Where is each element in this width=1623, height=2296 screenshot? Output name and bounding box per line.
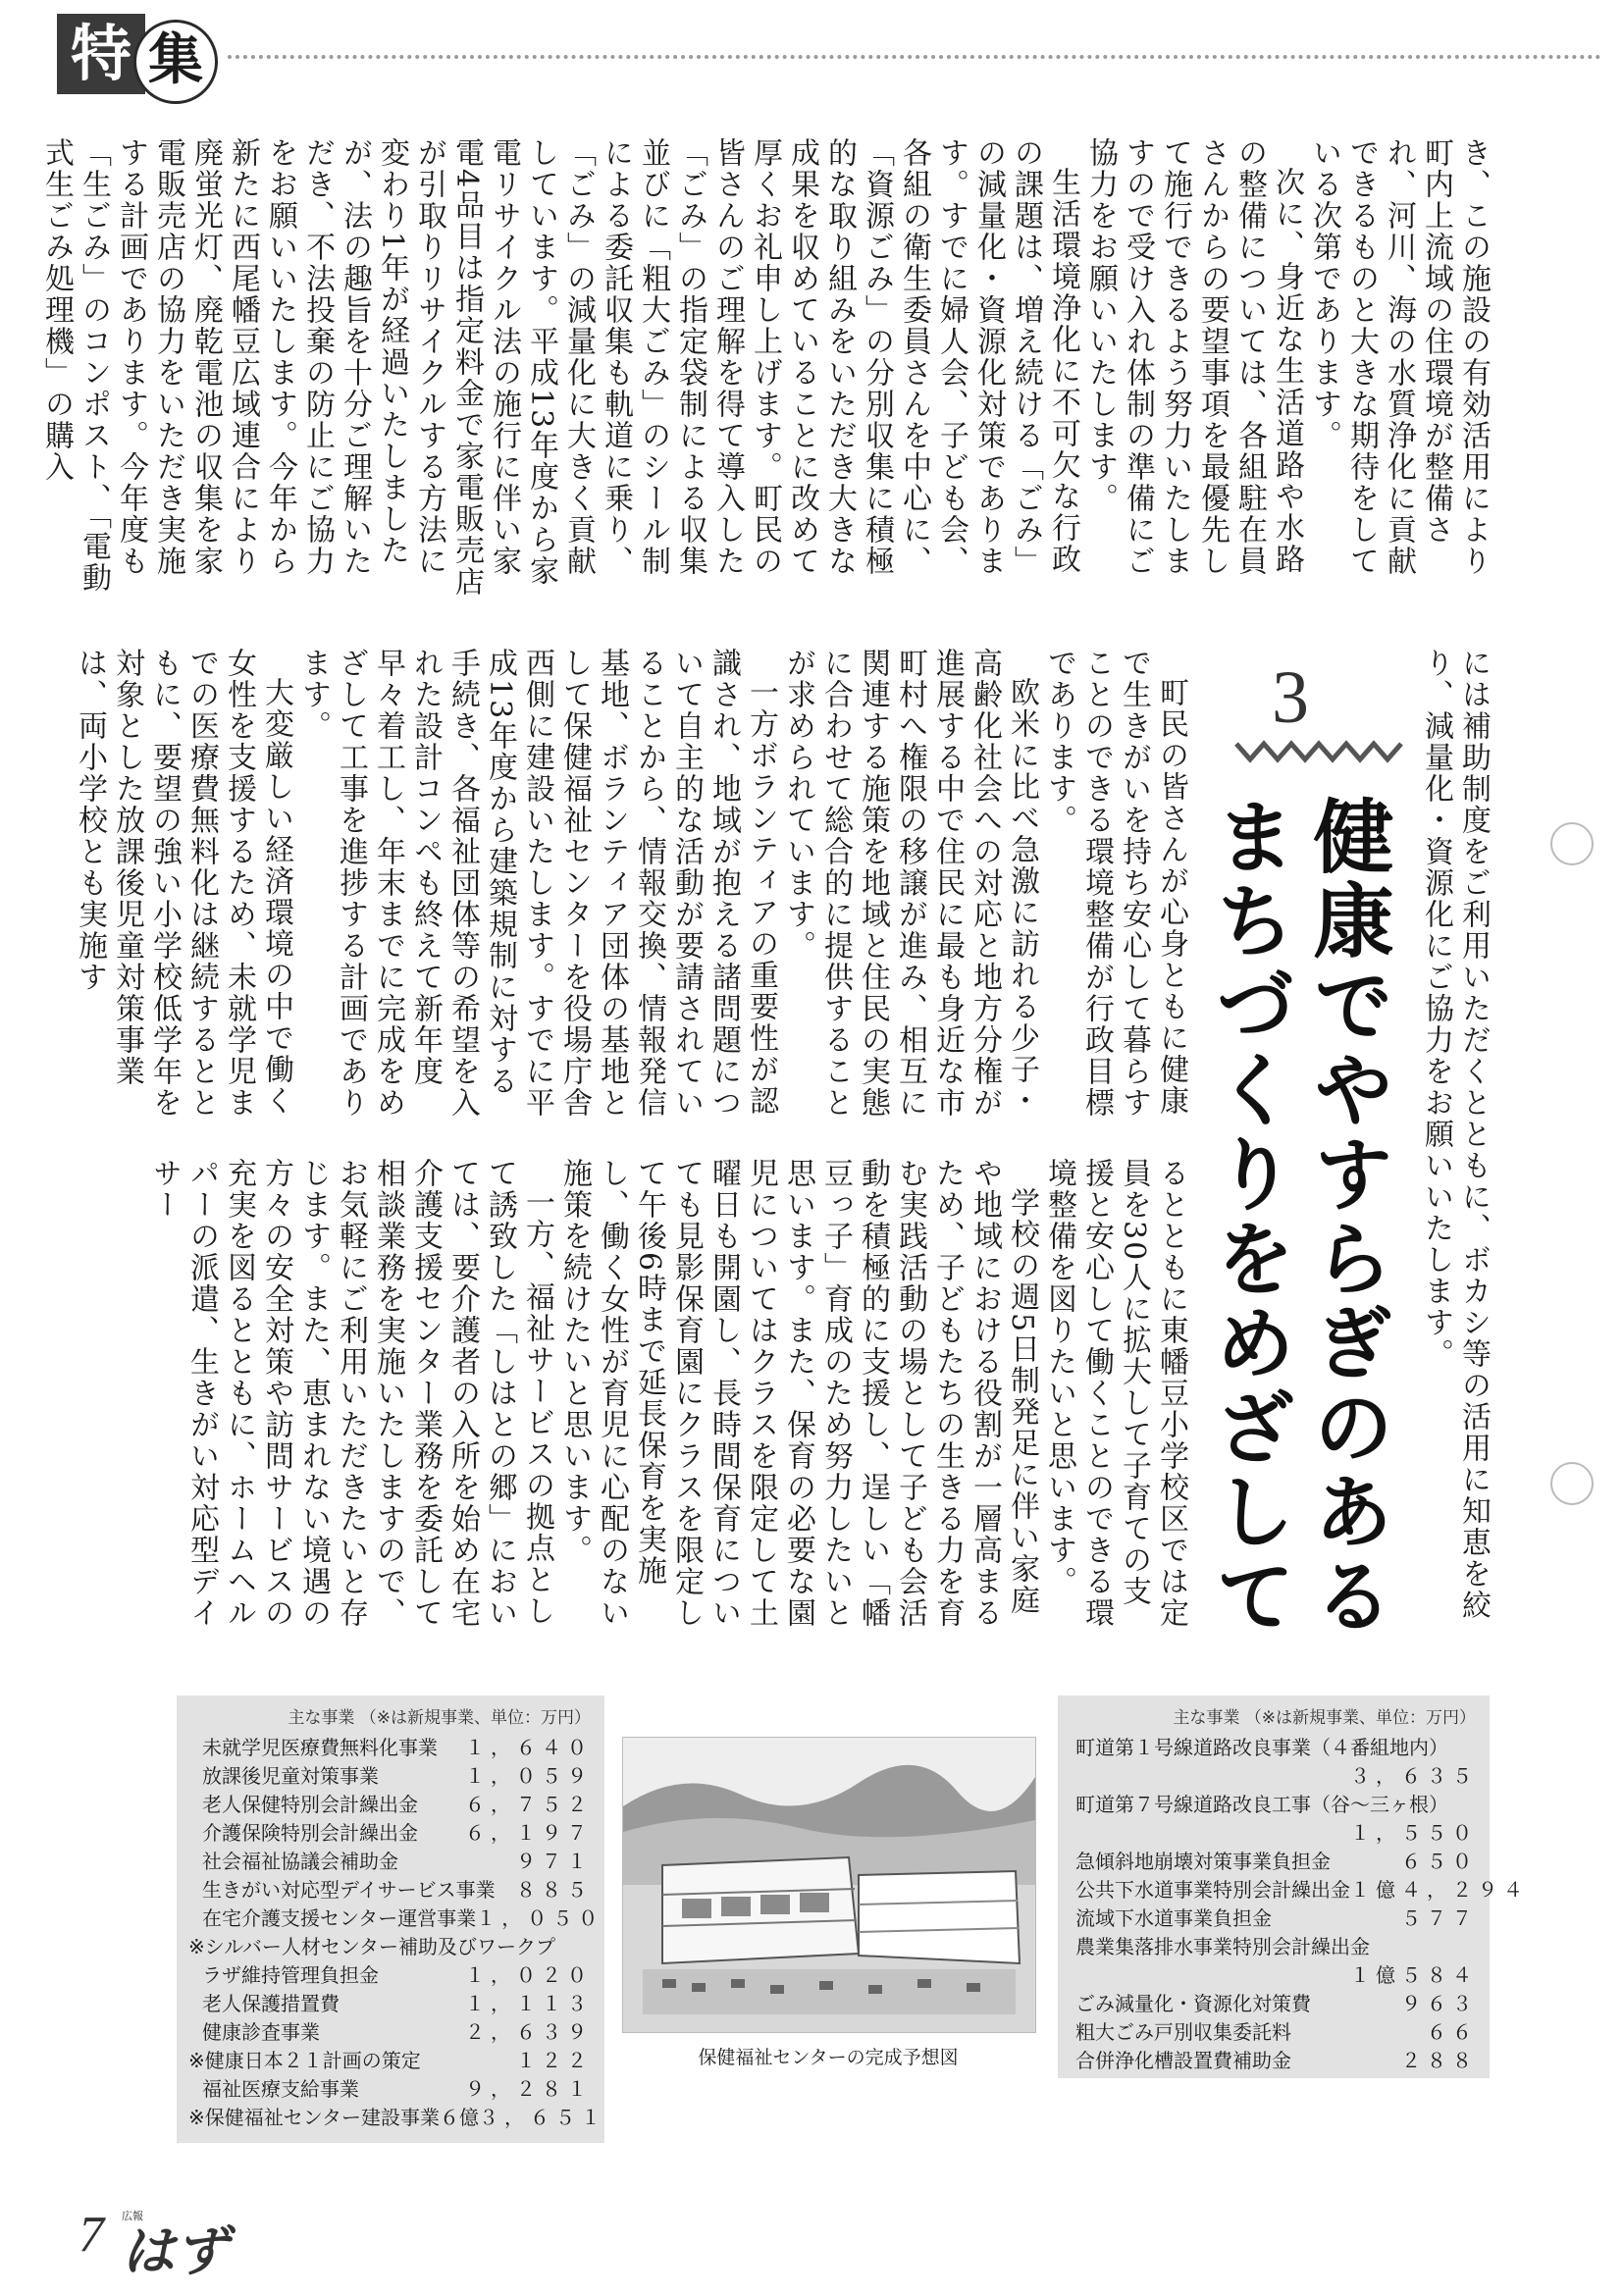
budget-item: 農業集落排水事業特別会計繰出金 — [1075, 1935, 1370, 1958]
budget-row — [1058, 1876, 1529, 1905]
budget-row — [177, 1990, 604, 2018]
feature-badge — [57, 14, 224, 98]
header-dotted-rule — [228, 55, 1601, 59]
budget-item: 福祉医療支給事業 — [202, 2077, 359, 2101]
budget-row — [177, 1762, 604, 1791]
paragraph: 大変厳しい経済環境の中で働く女性を支援するため、未就学児までの医療費無料化は継続するとともに、要望の強い小学校低学年を対象とした放課後児童対策事業は、両小学校とも実施す — [73, 648, 293, 1119]
budget-item: 合併浄化槽設置費補助金 — [1075, 2049, 1291, 2072]
article-column-mid-top — [1401, 648, 1492, 1629]
paragraph: 一方ボランティアの重要性が認識され、地域が抱える諸問題について自主的な活動が要請されていることから、情報交換、情報発信基地、ボランティア団体の基地として保健福祉センターを役場庁舎西側に建設いたします。すでに平成13年度から建築規制に対する手続き、各福祉団体等の希望を入れた設計コンペも終えて新年度早々着工し、年末までに完成をめざして工事を進捗する計画であります。 — [296, 648, 778, 1119]
budget-item: ※シルバー人材センター補助及びワークプ — [188, 1935, 556, 1958]
budget-box-infrastructure — [1058, 1696, 1529, 2078]
box-rows — [1058, 1734, 1529, 2075]
budget-item: ラザ維持管理負担金 — [202, 1963, 379, 1987]
budget-row — [1058, 1848, 1490, 1876]
budget-row — [177, 1961, 604, 1990]
budget-item: 粗大ごみ戸別収集委託料 — [1075, 2020, 1291, 2044]
zigzag-ornament — [1236, 738, 1403, 765]
budget-amount: １，０５０ — [476, 1906, 604, 1930]
budget-box-welfare — [177, 1696, 604, 2143]
budget-amount: １億５８４ — [1350, 1963, 1478, 1987]
publication-logo: はず — [122, 2220, 228, 2282]
budget-item: 老人保護措置費 — [202, 1992, 340, 2015]
budget-item: 放課後児童対策事業 — [202, 1764, 379, 1788]
budget-row — [177, 1791, 604, 1819]
budget-item: 生きがい対応型デイサービス事業 — [202, 1878, 496, 1902]
budget-row — [1058, 1905, 1490, 1933]
paragraph: 町民の皆さんが心身ともに健康で生きがいを持ち安心して暮らすことのできる環境整備が行政目標であります。 — [1042, 648, 1188, 1119]
budget-row — [177, 2018, 604, 2047]
budget-item: 介護保険特別会計繰出金 — [202, 1821, 418, 1845]
budget-item: 町道第７号線道路改良工事（谷～三ヶ根） — [1075, 1793, 1448, 1816]
budget-item: 急傾斜地崩壊対策事業負担金 — [1075, 1850, 1331, 1873]
budget-amount: ６，７５２ — [465, 1793, 593, 1816]
budget-row — [177, 1734, 604, 1762]
section-headline-line1: 健康でやすらぎのある — [1300, 795, 1393, 1639]
article-column-right-top — [39, 137, 1492, 603]
budget-amount: ９，２８１ — [465, 2077, 593, 2101]
punch-hole — [1550, 1462, 1594, 1505]
badge-char-shu: 集 — [133, 20, 218, 104]
page-number: 7 — [79, 2207, 104, 2263]
budget-amount: ６，１９７ — [465, 1821, 593, 1845]
paragraph: 一方、福祉サービスの拠点として誘致した「しはとの郷」においては、要介護者の入所を始め在宅介護支援センター業務を委託して相談業務を実施いたしますので、お気軽にご利用いただきたいと存じます。また、恵まれない境遇の方々の安全対策や訪問サービスの充実を図るとともに、ホームヘルパーの派遣、生きがい対応型デイサー — [147, 1158, 554, 1629]
paragraph: 欧米に比べ急激に訪れる少子・高齢化社会への対応と地方分権が進展する中で住民に最も身近な市町村へ権限の移譲が進み、相互に関連する施策を地域と住民の実態に合わせて総合的に提供することが求められています。 — [781, 648, 1039, 1119]
box-rows — [177, 1734, 604, 2132]
budget-item: 公共下水道事業特別会計繰出金 — [1075, 1878, 1350, 1902]
paragraph: には補助制度をご利用いただくとともに、ボカシ等の活用に知恵を絞り、減量化・資源化にご協力をお願いいたします。 — [1419, 648, 1491, 1621]
paragraph: 次に、身近な生活道路や水路の整備については、各組駐在員さんからの要望事項を最優先して施行できるよう努力いたしますので受け入れ体制の準備にご協力をお願いいたします。 — [1083, 137, 1304, 577]
budget-amount: ３，６３５ — [1350, 1764, 1478, 1788]
budget-amount: １，６４０ — [465, 1736, 593, 1759]
budget-row — [177, 1819, 604, 1848]
paragraph: 学校の週5日制発足に伴い家庭や地域における役割が一層高まるため、子どもたちの生きる力を育む実践活動の場として子ども会活動を積極的に支援し、逞しい「幡豆っ子」育成のため努力したいと思います。また、保育の必要な園児についてはクラスを限定して土曜日も開園し、長時間保育についても見影保育園にクラスを限定して午後6時まで延長保育を実施し、働く女性が育児に心配のない施策を続けたいと思います。 — [557, 1158, 1039, 1629]
building-illustration — [623, 1738, 1035, 2032]
budget-item: 在宅介護支援センター運営事業 — [202, 1906, 477, 1930]
center-rendering-image — [622, 1737, 1036, 2033]
section-headline-line2: まちづくりをめざして — [1202, 795, 1295, 1639]
budget-row — [1058, 2018, 1490, 2047]
budget-item: 未就学児医療費無料化事業 — [202, 1736, 438, 1759]
budget-item: 社会福祉協議会補助金 — [202, 1850, 398, 1873]
budget-amount: １，１１３ — [465, 1992, 593, 2015]
budget-amount: ６６ — [1427, 2020, 1478, 2044]
budget-amount: １，０５９ — [465, 1764, 593, 1788]
budget-row — [177, 1848, 604, 1876]
budget-row — [177, 1876, 604, 1905]
box-heading: 主な事業 （※は新規事業、単位：万円） — [288, 1708, 591, 1728]
article-column-left-top — [73, 648, 1189, 1128]
budget-item: 健康診査事業 — [202, 2020, 320, 2044]
budget-amount: ５７７ — [1401, 1906, 1478, 1930]
budget-row — [177, 2104, 604, 2132]
budget-amount: １２２ — [516, 2049, 593, 2072]
budget-amount: ６５０ — [1401, 1850, 1478, 1873]
budget-row — [177, 1905, 604, 1933]
paragraph: き、この施設の有効活用により町内上流域の住環境が整備され、河川、海の水質浄化に貢献できるものと大きな期待をしている次第であります。 — [1307, 137, 1491, 577]
budget-amount: １億４，２９４ — [1350, 1878, 1529, 1902]
budget-amount: ２８８ — [1401, 2049, 1478, 2072]
budget-item: ※保健福祉センター建設事業６億 — [188, 2106, 479, 2129]
budget-amount: １，５５０ — [1350, 1821, 1478, 1845]
box-heading: 主な事業 （※は新規事業、単位：万円） — [1173, 1708, 1476, 1728]
budget-amount: ８８５ — [516, 1878, 593, 1902]
image-caption: 保健福祉センターの完成予想図 — [698, 2047, 959, 2068]
section-number: 3 — [1272, 656, 1309, 739]
budget-amount: ３，６５１ — [478, 2106, 606, 2129]
budget-row — [1058, 1990, 1490, 2018]
budget-row — [177, 1933, 604, 1961]
budget-item: 町道第１号線道路改良事業（４番組地内） — [1075, 1736, 1448, 1759]
budget-row — [177, 2047, 604, 2075]
badge-char-toku: 特 — [57, 14, 145, 94]
budget-amount: １，０２０ — [465, 1963, 593, 1987]
paragraph: 生活環境浄化に不可欠な行政の課題は、増え続ける「ごみ」の減量化・資源化対策であります。すでに婦人会、子ども会、各組の衛生委員さんを中心に、「資源ごみ」の分別収集に積極的な取り組みをいただき大きな成果を収めていることに改めて厚くお礼申し上げます。町民の皆さんのご理解を得て導入した「ごみ」の指定袋制による収集並びに「粗大ごみ」のシール制による委託収集も軌道に乗り、「ごみ」の減量化に大きく貢献しています。平成13年度から家電リサイクル法の施行に伴い家電4品目は指定料金で家電販売店が引取りリサイクルする方法に変わり1年が経過いたしましたが、法の趣旨を十分ご理解いただき、不法投棄の防止にご協力をお願いいたします。今年から新たに西尾幡豆広域連合により廃蛍光灯、廃乾電池の収集を家電販売店の協力をいただき実施する計画であります。今年度も「生ごみ」のコンポスト、「電動式生ごみ処理機」の購入 — [39, 137, 1080, 599]
budget-amount: ９６３ — [1401, 1992, 1478, 2015]
budget-row — [1058, 2047, 1490, 2075]
budget-amount: ９７１ — [516, 1850, 593, 1873]
budget-item: ※健康日本２１計画の策定 — [188, 2049, 421, 2072]
budget-item: ごみ減量化・資源化対策費 — [1075, 1992, 1311, 2015]
budget-item: 流域下水道事業負担金 — [1075, 1906, 1272, 1930]
budget-amount: ２，６３９ — [465, 2020, 593, 2044]
budget-row — [177, 2075, 604, 2104]
budget-item: 老人保健特別会計繰出金 — [202, 1793, 418, 1816]
article-column-left-bottom — [147, 1158, 1189, 1639]
paragraph: るとともに東幡豆小学校区では定員を30人に拡大して子育ての支援と安心して働くことのできる環境整備を図りたいと思います。 — [1042, 1158, 1188, 1629]
punch-hole — [1550, 822, 1594, 865]
logo-small-text: 広報 — [122, 2210, 143, 2222]
